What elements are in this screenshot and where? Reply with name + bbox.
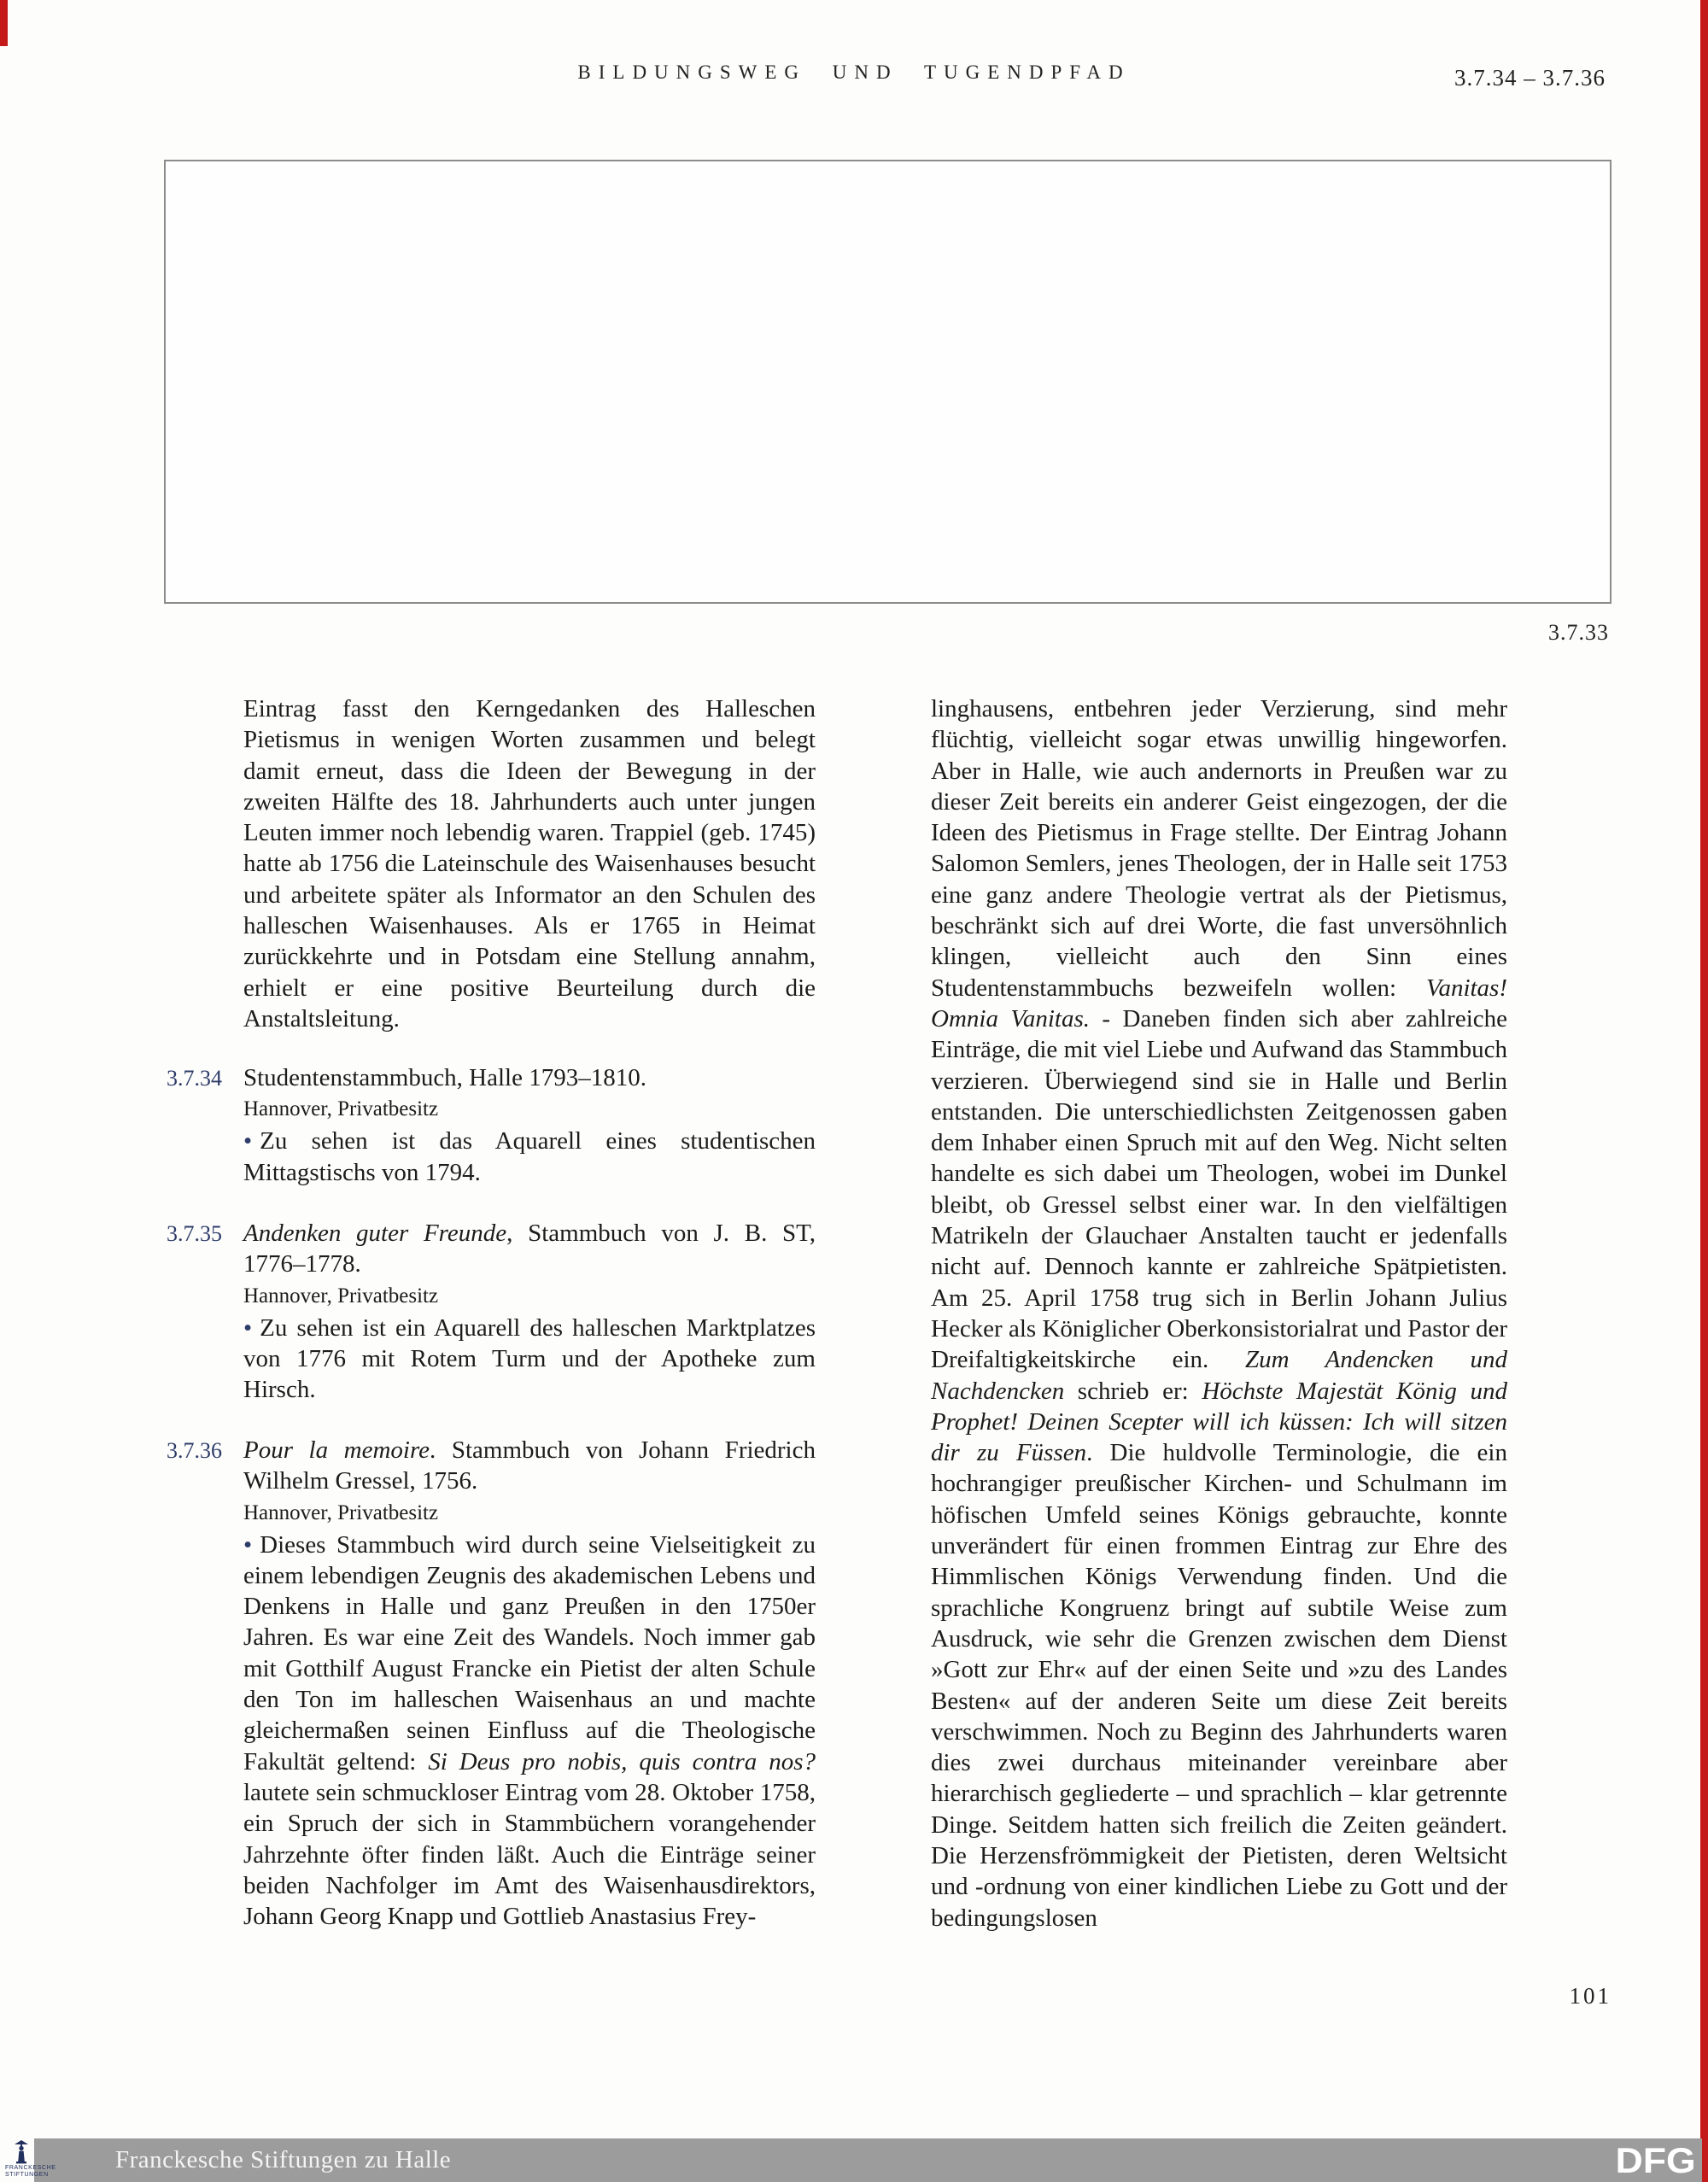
logo-caption-line2: STIFTUNGEN — [5, 2172, 49, 2178]
page-number: 101 — [1569, 1983, 1611, 2009]
dfg-logo: DFG — [1616, 2140, 1696, 2180]
entry-title: Studentenstammbuch, Halle 1793–1810. — [243, 1064, 646, 1091]
franckesche-stiftungen-logo — [5, 2139, 91, 2179]
entry-provenance: Hannover, Privatbesitz — [243, 1097, 439, 1121]
entry-description — [243, 1530, 816, 1933]
entry-description-text: Dieses Stammbuch wird durch seine Vielseitigkeit zu einem lebendigen Zeugnis des akademischen Lebens und Denkens in Halle und ganz Preußen in den 1750er Jahren. Es war eine Zeit des Wandels. Noch immer gab mit Gotthilf August Francke ein Pietist der alten Schule den Ton im halleschen Waisenhaus an und machte gleichermaßen seinen Einfluss auf die Theologische Fakultät geltend: Si Deus pro nobis, quis contra nos? lautete sein schmuckloser Eintrag vom 28. Oktober 1758, ein Spruch der sich in Stammbüchern vorangehender Jahrzehnte öfter finden läßt. Auch die Einträge seiner beiden Nachfolger im Amt des Waisenhausdirektors, Johann Georg Knapp und Gottlieb Anastasius Frey- — [243, 1530, 816, 1931]
continuation-paragraph: Eintrag fasst den Kerngedanken des Halleschen Pietismus in wenigen Worten zusammen und belegt damit erneut, dass die Ideen der Bewegung in der zweiten Hälfte des 18. Jahrhunderts auch unter jungen Leuten immer noch lebendig waren. Trappiel (geb. 1745) hatte ab 1756 die Lateinschule des Waisenhauses besucht und arbeitete später als Informator an den Schulen des halleschen Waisenhauses. Als er 1765 in Heimat zurückkehrte und in Potsdam eine Stellung annahm, erhielt er eine positive Beurteilung durch die Anstaltsleitung. — [243, 695, 816, 1033]
entry-description — [243, 1313, 816, 1406]
bullet-icon: • — [243, 1530, 253, 1559]
figure-catalog-label: 3.7.33 — [1548, 620, 1609, 645]
logo-caption-line1: FRANCKESCHE — [5, 2165, 56, 2171]
right-column — [931, 0, 1507, 2182]
entry-provenance: Hannover, Privatbesitz — [243, 1500, 439, 1524]
entry-title: Andenken guter Freunde, Stammbuch von J. B. ST, 1776–1778. — [243, 1220, 816, 1278]
catalog-entry-number: 3.7.34 — [167, 1066, 222, 1091]
catalog-entry — [165, 1062, 816, 1188]
body-paragraph: linghausens, entbehren jeder Verzierung, sind mehr flüchtig, vielleicht sogar etwas unwillig hingeworfen. Aber in Halle, wie auch andernorts in Preußen war zu dieser Zeit bereits ein anderer Geist eingezogen, der die Ideen des Pietismus in Frage stellte. Der Eintrag Johann Salomon Semlers, jenes Theologen, der in Halle seit 1753 eine ganz andere Theologie vertrat als der Pietismus, beschränkt sich auf drei Worte, die fast unversöhnlich klingen, vielleicht auch den Sinn eines Studentenstammbuchs bezweifeln wollen: Vanitas! Omnia Vanitas. - Daneben finden sich aber zahlreiche Einträge, die mit viel Liebe und Aufwand das Stammbuch verzieren. Überwiegend sind sie in Halle und Berlin entstanden. Die unterschiedlichsten Zeitgenossen gaben dem Inhaber einen Spruch mit auf den Weg. Nicht selten handelte es sich dabei um Theologen, wobei im Dunkel bleibt, ob Gressel selbst einer war. In den vielfältigen Matrikeln der Glauchaer Anstalten taucht er jedenfalls nicht auf. Dennoch kannte er zahlreiche Spätpietisten. Am 25. April 1758 trug sich in Berlin Johann Julius Hecker als Königlicher Oberkonsistorialrat und Pastor der Dreifaltigkeitskirche ein. Zum Andencken und Nachdencken schrieb er: Höchste Majestät König und Prophet! Deinen Scepter will ich küssen: Ich will sitzen dir zu Füssen. Die huldvolle Terminologie, die ein hochrangiger preußischer Kirchen- und Schulmann im höfischen Umfeld seines Königs gebrauchte, konnte unverändert für einen frommen Eintrag zur Ehre des Himmlischen Königs Verwendung finden. Und die sprachliche Kongruenz bringt auf subtile Weise zum Ausdruck, wie sehr die Grenzen zwischen dem Dienst »Gott zur Ehr« auf der einen Seite und »zu des Landes Besten« auf der anderen Seite um diese Zeit bereits verschwimmen. Noch zu Beginn des Jahrhunderts waren dies zwei durchaus miteinander vereinbare aber hierarchisch gegliederte – und sprachlich – klar getrennte Dinge. Seitdem hatten sich freilich die Zeiten geändert. Die Herzensfrömmigkeit der Pietisten, deren Weltsicht und -ordnung von einer kindlichen Liebe zu Gott und der bedingungslosen — [931, 695, 1508, 1932]
entry-description-text: Zu sehen ist ein Aquarell des halleschen Marktplatzes von 1776 mit Rotem Turm und der Apotheke zum Hirsch. — [243, 1313, 816, 1404]
catalog-entry — [165, 1218, 816, 1405]
statue-icon — [10, 2139, 32, 2165]
scan-edge-mark-right — [1700, 0, 1708, 2182]
catalog-number-range: 3.7.34 – 3.7.36 — [1454, 65, 1606, 91]
scan-edge-mark-left — [0, 0, 8, 46]
entry-title: Pour la memoire. Stammbuch von Johann Friedrich Wilhelm Gressel, 1756. — [243, 1436, 816, 1495]
bullet-icon: • — [243, 1313, 253, 1342]
running-title: BILDUNGSWEG UND TUGENDPFAD — [577, 61, 1131, 83]
footer-institution-name: Franckesche Stiftungen zu Halle — [115, 2146, 452, 2173]
entry-provenance: Hannover, Privatbesitz — [243, 1284, 439, 1307]
left-column — [165, 0, 816, 2182]
catalog-entry-number: 3.7.35 — [167, 1221, 222, 1246]
entry-description — [243, 1126, 816, 1188]
catalog-entry-number: 3.7.36 — [167, 1438, 222, 1463]
bullet-icon: • — [243, 1127, 253, 1155]
entry-description-text: Zu sehen ist das Aquarell eines studentischen Mittagstischs von 1794. — [243, 1127, 816, 1186]
catalog-entry — [165, 1435, 816, 1932]
